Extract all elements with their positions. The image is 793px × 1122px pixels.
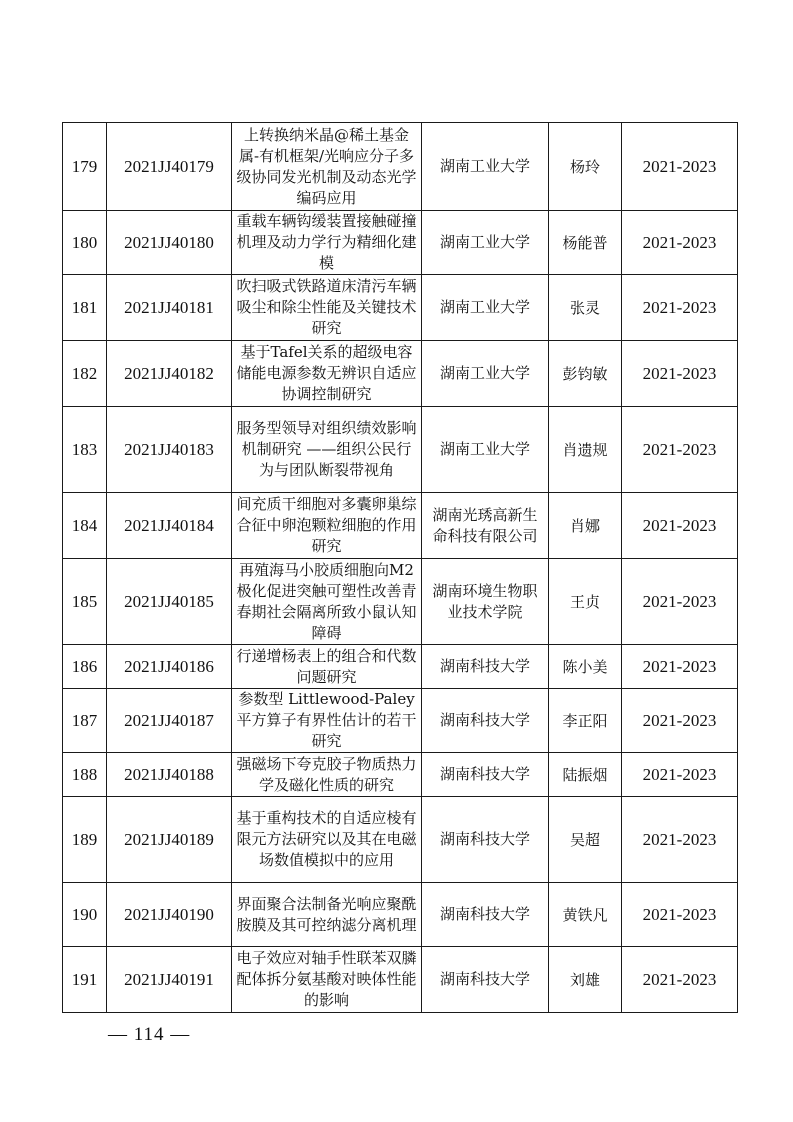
row-number: 186	[63, 645, 107, 689]
project-leader: 张灵	[549, 275, 622, 341]
project-title: 间充质干细胞对多囊卵巢综合征中卵泡颗粒细胞的作用研究	[232, 493, 422, 559]
row-number: 182	[63, 341, 107, 407]
project-years: 2021-2023	[622, 645, 738, 689]
project-title: 服务型领导对组织绩效影响机制研究 ——组织公民行为与团队断裂带视角	[232, 407, 422, 493]
project-code: 2021JJ40187	[107, 689, 232, 753]
row-number: 185	[63, 559, 107, 645]
host-institution: 湖南环境生物职业技术学院	[422, 559, 549, 645]
project-leader: 吴超	[549, 797, 622, 883]
table-row	[63, 123, 738, 211]
host-institution: 湖南工业大学	[422, 123, 549, 211]
project-leader: 杨玲	[549, 123, 622, 211]
row-number: 184	[63, 493, 107, 559]
host-institution: 湖南光琇高新生命科技有限公司	[422, 493, 549, 559]
project-code: 2021JJ40185	[107, 559, 232, 645]
project-code: 2021JJ40180	[107, 211, 232, 275]
table-row	[63, 797, 738, 883]
project-years: 2021-2023	[622, 753, 738, 797]
project-code: 2021JJ40184	[107, 493, 232, 559]
project-years: 2021-2023	[622, 407, 738, 493]
table-row	[63, 645, 738, 689]
table-row	[63, 883, 738, 947]
host-institution: 湖南科技大学	[422, 753, 549, 797]
table-row	[63, 275, 738, 341]
project-years: 2021-2023	[622, 559, 738, 645]
table-row	[63, 689, 738, 753]
host-institution: 湖南工业大学	[422, 211, 549, 275]
row-number: 191	[63, 947, 107, 1013]
row-number: 187	[63, 689, 107, 753]
project-code: 2021JJ40191	[107, 947, 232, 1013]
host-institution: 湖南科技大学	[422, 883, 549, 947]
project-title: 参数型 Littlewood-Paley平方算子有界性估计的若干研究	[232, 689, 422, 753]
project-code: 2021JJ40179	[107, 123, 232, 211]
project-leader: 王贞	[549, 559, 622, 645]
project-leader: 肖娜	[549, 493, 622, 559]
project-years: 2021-2023	[622, 275, 738, 341]
row-number: 179	[63, 123, 107, 211]
table-row	[63, 753, 738, 797]
host-institution: 湖南工业大学	[422, 275, 549, 341]
host-institution: 湖南科技大学	[422, 689, 549, 753]
project-title: 上转换纳米晶@稀土基金属-有机框架/光响应分子多级协同发光机制及动态光学编码应用	[232, 123, 422, 211]
project-title: 吹扫吸式铁路道床清污车辆吸尘和除尘性能及关键技术研究	[232, 275, 422, 341]
project-code: 2021JJ40188	[107, 753, 232, 797]
table-row	[63, 211, 738, 275]
project-title: 界面聚合法制备光响应聚酰胺膜及其可控纳滤分离机理	[232, 883, 422, 947]
project-years: 2021-2023	[622, 211, 738, 275]
row-number: 181	[63, 275, 107, 341]
project-title: 行递增杨表上的组合和代数问题研究	[232, 645, 422, 689]
project-title: 电子效应对轴手性联苯双膦配体拆分氨基酸对映体性能的影响	[232, 947, 422, 1013]
project-years: 2021-2023	[622, 689, 738, 753]
project-years: 2021-2023	[622, 493, 738, 559]
project-code: 2021JJ40182	[107, 341, 232, 407]
project-leader: 彭钧敏	[549, 341, 622, 407]
row-number: 190	[63, 883, 107, 947]
table-row	[63, 407, 738, 493]
host-institution: 湖南工业大学	[422, 341, 549, 407]
table-row	[63, 947, 738, 1013]
project-table	[62, 122, 738, 1013]
host-institution: 湖南科技大学	[422, 645, 549, 689]
project-years: 2021-2023	[622, 797, 738, 883]
project-title: 基于Tafel关系的超级电容储能电源参数无辨识自适应协调控制研究	[232, 341, 422, 407]
host-institution: 湖南科技大学	[422, 797, 549, 883]
project-code: 2021JJ40190	[107, 883, 232, 947]
table-row	[63, 559, 738, 645]
project-years: 2021-2023	[622, 883, 738, 947]
project-leader: 刘雄	[549, 947, 622, 1013]
host-institution: 湖南工业大学	[422, 407, 549, 493]
row-number: 189	[63, 797, 107, 883]
project-code: 2021JJ40181	[107, 275, 232, 341]
project-leader: 陈小美	[549, 645, 622, 689]
project-code: 2021JJ40189	[107, 797, 232, 883]
project-leader: 杨能普	[549, 211, 622, 275]
project-title: 强磁场下夸克胶子物质热力学及磁化性质的研究	[232, 753, 422, 797]
row-number: 180	[63, 211, 107, 275]
project-title: 再殖海马小胶质细胞向M2极化促进突触可塑性改善青春期社会隔离所致小鼠认知障碍	[232, 559, 422, 645]
host-institution: 湖南科技大学	[422, 947, 549, 1013]
project-leader: 李正阳	[549, 689, 622, 753]
project-years: 2021-2023	[622, 341, 738, 407]
project-leader: 黄铁凡	[549, 883, 622, 947]
project-code: 2021JJ40186	[107, 645, 232, 689]
row-number: 183	[63, 407, 107, 493]
table-row	[63, 493, 738, 559]
project-leader: 肖遗规	[549, 407, 622, 493]
page-number: — 114 —	[108, 1024, 191, 1045]
project-title: 重载车辆钩缓装置接触碰撞机理及动力学行为精细化建模	[232, 211, 422, 275]
project-leader: 陆振烟	[549, 753, 622, 797]
project-title: 基于重构技术的自适应棱有限元方法研究以及其在电磁场数值模拟中的应用	[232, 797, 422, 883]
project-years: 2021-2023	[622, 123, 738, 211]
table-row	[63, 341, 738, 407]
project-years: 2021-2023	[622, 947, 738, 1013]
row-number: 188	[63, 753, 107, 797]
project-code: 2021JJ40183	[107, 407, 232, 493]
